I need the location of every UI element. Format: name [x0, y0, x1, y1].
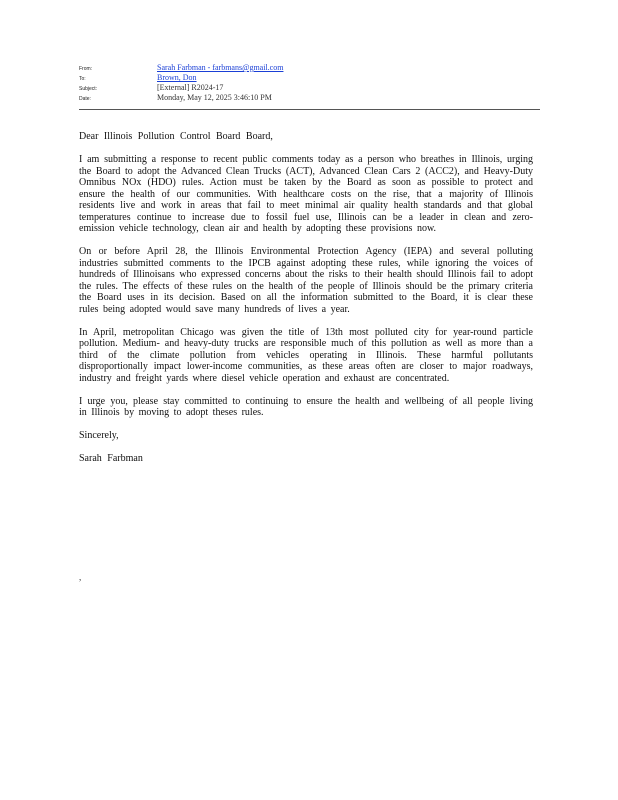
signature: Sarah Farbman	[79, 453, 143, 464]
letter-body	[79, 131, 533, 476]
to-link[interactable]: Brown, Don	[157, 73, 197, 82]
date-row	[79, 93, 539, 103]
date-label: Date:	[79, 96, 91, 102]
to-row	[79, 73, 539, 83]
subject-row	[79, 83, 539, 93]
header-divider	[79, 109, 540, 110]
subject-value: [External] R2024-17	[157, 83, 224, 92]
paragraph-2: On or before April 28, the Illinois Environmental Protection Agency (IEPA) and several polluting industries submitted comments to the IPCB against adopting these rules, while ignoring the voices of hundreds of Illinoisans who expressed concerns about the risks to their health should Illinois fail to adopt the rules. The effects of these rules on the health of the people of Illinois should be the primary criteria the Board uses in its decision. Based on all the information submitted to the Board, it is clear these rules being adopted would save many hundreds of lives a year.	[79, 246, 533, 315]
salutation: Dear Illinois Pollution Control Board Board,	[79, 131, 273, 142]
from-label: From:	[79, 66, 93, 72]
from-link[interactable]: Sarah Farbman - farbmans@gmail.com	[157, 63, 284, 72]
paragraph-3: In April, metropolitan Chicago was given the title of 13th most polluted city for year-round particle pollution. Medium- and heavy-duty trucks are responsible much of this pollution as well as more than a third of the climate pollution from vehicles operating in Illinois. These harmful pollutants disproportionally impact lower-income communities, as these areas often are closer to major roadways, industry and freight yards where diesel vehicle operation and exhaust are concentrated.	[79, 326, 533, 384]
to-label: To:	[79, 76, 86, 82]
date-value: Monday, May 12, 2025 3:46:10 PM	[157, 93, 272, 102]
closing: Sincerely,	[79, 430, 119, 441]
paragraph-4: I urge you, please stay committed to continuing to ensure the health and wellbeing of all people living in Illinois by moving to adopt theses rules.	[79, 395, 533, 418]
subject-label: Subject:	[79, 86, 98, 92]
email-header	[79, 63, 539, 103]
trailing-mark: ,	[79, 572, 82, 582]
paragraph-1: I am submitting a response to recent public comments today as a person who breathes in Illinois, urging the Board to adopt the Advanced Clean Trucks (ACT), Advanced Clean Cars 2 (ACC2), and Heavy-Duty Omnibus NOx (HDO) rules. Action must be taken by the Board as soon as possible to protect and ensure the health of our communities. With healthcare costs on the rise, that a majority of Illinois residents live and work in areas that fail to meet minimal air quality health standards and that global temperatures continue to increase due to fossil fuel use, Illinois can be a leader in clean and zero-emission vehicle technology, clean air and health by adopting these provisions now.	[79, 154, 533, 234]
from-row	[79, 63, 539, 73]
